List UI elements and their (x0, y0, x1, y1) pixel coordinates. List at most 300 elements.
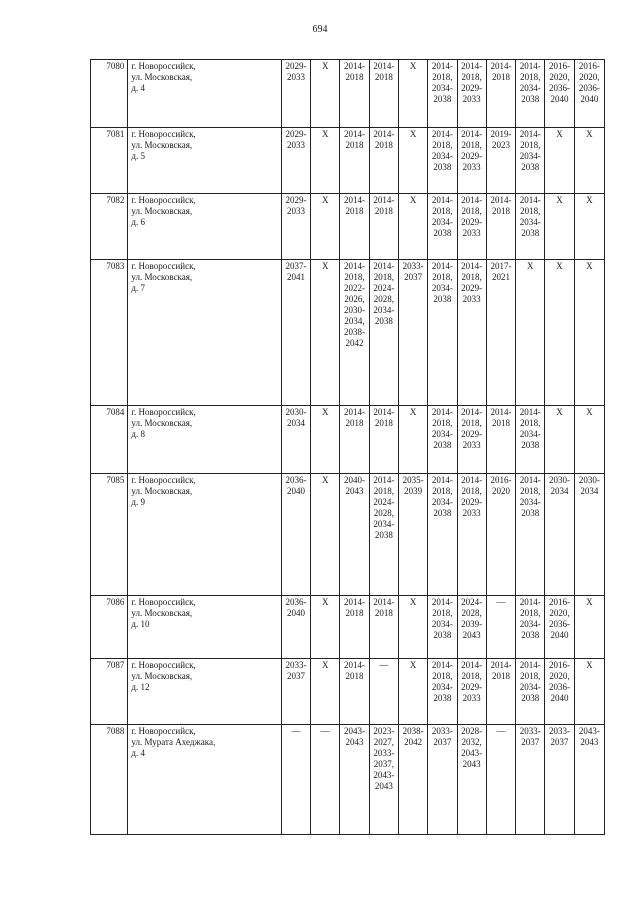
period-line: 2018, (520, 206, 541, 216)
period-line: 2020, (549, 72, 570, 82)
address-line: г. Новороссийск, (131, 195, 196, 205)
table-row (91, 128, 605, 194)
period-line: 2021 (491, 272, 510, 282)
period-cell (369, 596, 398, 659)
table-row (91, 596, 605, 659)
period-line: 2028- (461, 726, 483, 736)
period-line: 2020, (549, 671, 570, 681)
period-cell (398, 725, 427, 835)
period-cell (574, 260, 604, 406)
address-cell (128, 725, 281, 835)
period-cell (398, 260, 427, 406)
address-line: г. Новороссийск, (131, 475, 196, 485)
period-line: Х (556, 407, 563, 417)
period-line: 2040 (580, 94, 599, 104)
period-line: 2018 (374, 418, 393, 428)
table-row (91, 725, 605, 835)
period-line: 2038 (433, 228, 452, 238)
period-line: 2014- (461, 475, 483, 485)
period-line: 2030- (578, 475, 600, 485)
period-cell (340, 725, 369, 835)
period-cell (516, 725, 545, 835)
period-line: 2037- (285, 261, 307, 271)
period-line: 2014- (519, 129, 541, 139)
period-cell (281, 406, 310, 474)
period-line: 2029- (461, 217, 483, 227)
period-line: 2018 (345, 140, 364, 150)
period-line: 2018, (432, 272, 453, 282)
period-line: Х (322, 660, 329, 670)
table-row (91, 60, 605, 128)
period-line: 2027, (373, 737, 394, 747)
period-cell (516, 659, 545, 725)
period-cell (369, 260, 398, 406)
period-cell (486, 596, 515, 659)
period-line: 2014- (519, 660, 541, 670)
period-line: Х (322, 475, 329, 485)
period-line: 2014- (373, 261, 395, 271)
period-line: 2039- (461, 619, 483, 629)
row-number: 7080 (91, 60, 128, 128)
row-number: 7088 (91, 725, 128, 835)
period-line: 2016- (549, 597, 571, 607)
period-line: 2014- (431, 61, 453, 71)
period-line: 2038 (433, 440, 452, 450)
period-line: 2036- (285, 475, 307, 485)
period-line: 2028, (461, 608, 482, 618)
period-line: 2040- (344, 475, 366, 485)
period-line: 2038 (521, 94, 540, 104)
address-line: ул. Московская, (131, 272, 193, 282)
period-line: 2018 (491, 72, 510, 82)
period-line: 2030- (344, 305, 366, 315)
period-cell (428, 406, 457, 474)
period-cell (516, 60, 545, 128)
period-line: 2014- (519, 61, 541, 71)
address-line: д. 9 (131, 497, 145, 507)
period-line: 2033 (462, 508, 481, 518)
period-line: 2038 (433, 294, 452, 304)
period-cell (457, 474, 486, 596)
period-line: 2038 (433, 693, 452, 703)
period-line: 2018, (461, 671, 482, 681)
period-line: 2033 (462, 693, 481, 703)
period-line: 2018 (345, 206, 364, 216)
period-line: 2018, (432, 418, 453, 428)
address-line: г. Новороссийск, (131, 261, 196, 271)
period-line: 2014- (461, 129, 483, 139)
period-line: — (320, 726, 330, 736)
period-cell (457, 60, 486, 128)
period-line: 2014- (431, 597, 453, 607)
period-line: Х (409, 597, 417, 607)
period-line: 2033- (519, 726, 541, 736)
period-cell (428, 60, 457, 128)
period-line: 2034- (431, 217, 453, 227)
period-cell (545, 194, 574, 260)
period-cell (574, 596, 604, 659)
period-line: 2033 (462, 228, 481, 238)
address-line: ул. Московская, (131, 608, 193, 618)
period-line: — (379, 660, 389, 670)
period-line: 2033- (402, 261, 424, 271)
period-cell (457, 128, 486, 194)
period-line: 2018 (374, 206, 393, 216)
period-line: 2043 (462, 630, 481, 640)
period-cell (486, 194, 515, 260)
period-line: 2014- (461, 61, 483, 71)
period-cell (398, 406, 427, 474)
period-line: 2029- (461, 151, 483, 161)
period-line: Х (322, 597, 329, 607)
period-cell (398, 60, 427, 128)
address-cell (128, 128, 281, 194)
row-number: 7083 (91, 260, 128, 406)
period-cell (281, 596, 310, 659)
period-line: 2018, (432, 206, 453, 216)
period-line: 2014- (344, 407, 366, 417)
period-line: 2038 (433, 162, 452, 172)
period-line: 2020, (549, 608, 570, 618)
period-line: 2018, (520, 608, 541, 618)
table-row (91, 406, 605, 474)
period-line: 2036- (549, 83, 571, 93)
period-line: 2034- (431, 429, 453, 439)
period-line: 2014- (344, 61, 366, 71)
period-line: Х (586, 195, 593, 205)
period-cell (545, 406, 574, 474)
period-line: 2043- (578, 726, 600, 736)
period-line: 2018, (432, 608, 453, 618)
period-line: 2043- (373, 770, 395, 780)
period-cell (369, 474, 398, 596)
period-cell (398, 596, 427, 659)
period-line: 2018, (461, 206, 482, 216)
period-line: 2018 (345, 72, 364, 82)
period-line: 2038 (433, 94, 452, 104)
period-line: 2038 (521, 508, 540, 518)
period-line: 2014- (431, 195, 453, 205)
period-cell (457, 659, 486, 725)
period-line: 2036- (549, 619, 571, 629)
period-line: 2020 (491, 486, 510, 496)
period-line: 2028, (373, 508, 394, 518)
period-cell (369, 128, 398, 194)
period-line: 2035- (402, 475, 424, 485)
period-line: 2034- (431, 151, 453, 161)
period-cell (574, 659, 604, 725)
period-cell (516, 260, 545, 406)
period-line: 2023 (491, 140, 510, 150)
address-line: д. 4 (131, 83, 145, 93)
address-cell (128, 474, 281, 596)
period-cell (428, 128, 457, 194)
period-line: Х (409, 195, 417, 205)
period-line: 2018, (520, 72, 541, 82)
period-line: 2040 (550, 693, 569, 703)
period-line: 2018, (344, 272, 365, 282)
address-line: г. Новороссийск, (131, 660, 196, 670)
period-cell (545, 725, 574, 835)
period-line: 2014- (431, 660, 453, 670)
period-line: 2014- (519, 195, 541, 205)
period-line: 2014- (461, 660, 483, 670)
period-line: 2029- (461, 83, 483, 93)
address-cell (128, 60, 281, 128)
period-line: 2033 (462, 440, 481, 450)
period-line: 2034- (519, 619, 541, 629)
period-line: 2033 (462, 162, 481, 172)
period-line: 2018, (432, 72, 453, 82)
period-line: 2043 (374, 781, 393, 791)
period-line: 2040 (286, 486, 305, 496)
period-line: 2038 (521, 693, 540, 703)
repair-schedule-table (90, 59, 605, 835)
period-line: 2018 (345, 418, 364, 428)
period-cell (457, 260, 486, 406)
period-line: Х (526, 261, 534, 271)
period-line: 2033 (286, 72, 305, 82)
period-line: 2037 (521, 737, 540, 747)
period-line: 2018, (520, 140, 541, 150)
period-cell (281, 725, 310, 835)
address-line: ул. Московская, (131, 671, 193, 681)
period-line: 2029- (285, 61, 307, 71)
page-number: 694 (312, 24, 328, 35)
period-cell (340, 474, 369, 596)
period-cell (398, 128, 427, 194)
period-line: Х (556, 129, 563, 139)
period-line: 2040 (550, 94, 569, 104)
row-number: 7086 (91, 596, 128, 659)
period-cell (516, 474, 545, 596)
period-line: 2034- (519, 429, 541, 439)
period-line: 2038 (521, 440, 540, 450)
period-line: 2018 (374, 608, 393, 618)
period-line: 2014- (373, 407, 395, 417)
period-line: 2014- (373, 597, 395, 607)
period-line: Х (409, 407, 417, 417)
period-cell (428, 596, 457, 659)
period-cell (545, 260, 574, 406)
period-line: Х (586, 129, 593, 139)
period-line: 2043- (461, 748, 483, 758)
period-cell (457, 194, 486, 260)
period-line: 2034- (431, 497, 453, 507)
period-line: 2029- (461, 429, 483, 439)
period-line: 2034- (519, 217, 541, 227)
period-cell (369, 659, 398, 725)
period-cell (369, 60, 398, 128)
address-cell (128, 596, 281, 659)
period-line: 2018, (461, 418, 482, 428)
period-line: 2018, (520, 671, 541, 681)
period-line: 2043 (580, 737, 599, 747)
period-cell (545, 60, 574, 128)
table-body (91, 60, 605, 835)
period-cell (428, 260, 457, 406)
period-line: 2014- (344, 195, 366, 205)
period-line: 2034- (519, 83, 541, 93)
period-cell (311, 260, 340, 406)
period-line: 2016- (490, 475, 512, 485)
period-cell (486, 60, 515, 128)
period-line: 2018, (432, 140, 453, 150)
period-line: 2014- (344, 597, 366, 607)
period-cell (281, 474, 310, 596)
period-line: 2033- (285, 660, 307, 670)
period-line: 2014- (490, 660, 512, 670)
address-cell (128, 659, 281, 725)
period-line: 2037 (550, 737, 569, 747)
address-line: г. Новороссийск, (131, 407, 196, 417)
period-line: 2018, (432, 486, 453, 496)
address-line: ул. Московская, (131, 418, 193, 428)
period-line: 2018, (461, 272, 482, 282)
period-line: 2018, (461, 72, 482, 82)
period-line: 2030- (285, 407, 307, 417)
period-cell (340, 128, 369, 194)
address-line: ул. Мурата Ахеджака, (131, 737, 216, 747)
period-line: 2038 (374, 530, 393, 540)
period-line: 2038 (521, 630, 540, 640)
table-row (91, 194, 605, 260)
period-cell (574, 474, 604, 596)
period-line: 2014- (373, 475, 395, 485)
period-line: 2016- (578, 61, 600, 71)
period-cell (545, 659, 574, 725)
period-line: Х (322, 261, 329, 271)
period-cell (369, 725, 398, 835)
table-row (91, 659, 605, 725)
period-line: 2018 (491, 671, 510, 681)
period-line: 2014- (344, 129, 366, 139)
period-line: 2014- (490, 407, 512, 417)
period-cell (281, 260, 310, 406)
period-line: 2042 (345, 338, 364, 348)
table-row (91, 260, 605, 406)
period-line: 2030- (549, 475, 571, 485)
period-line: Х (556, 195, 563, 205)
period-line: 2024- (373, 497, 395, 507)
period-cell (457, 406, 486, 474)
period-cell (311, 60, 340, 128)
period-line: 2034- (431, 682, 453, 692)
period-cell (340, 194, 369, 260)
period-line: 2033- (549, 726, 571, 736)
period-line: 2033 (286, 140, 305, 150)
period-line: — (496, 726, 506, 736)
period-line: 2034, (344, 316, 365, 326)
period-line: 2038 (521, 162, 540, 172)
period-line: 2038- (402, 726, 424, 736)
period-line: 2018 (345, 671, 364, 681)
period-line: 2033 (286, 206, 305, 216)
period-line: Х (586, 660, 593, 670)
period-line: 2017- (490, 261, 512, 271)
period-cell (340, 659, 369, 725)
period-line: Х (586, 597, 593, 607)
period-cell (457, 725, 486, 835)
period-line: 2029- (461, 283, 483, 293)
period-line: 2014- (519, 475, 541, 485)
period-cell (516, 596, 545, 659)
period-line: Х (409, 61, 417, 71)
period-line: 2014- (431, 407, 453, 417)
period-line: 2026, (344, 294, 365, 304)
period-cell (369, 406, 398, 474)
period-line: 2014- (431, 261, 453, 271)
period-line: 2024- (461, 597, 483, 607)
period-cell (398, 194, 427, 260)
period-line: 2040 (286, 608, 305, 618)
row-number: 7084 (91, 406, 128, 474)
period-cell (574, 128, 604, 194)
period-cell (545, 474, 574, 596)
period-cell (457, 596, 486, 659)
period-line: 2034 (550, 486, 569, 496)
period-line: 2038 (433, 508, 452, 518)
period-line: 2039 (404, 486, 423, 496)
period-line: Х (409, 660, 417, 670)
period-cell (574, 406, 604, 474)
period-cell (311, 659, 340, 725)
period-line: 2014- (490, 195, 512, 205)
period-cell (398, 659, 427, 725)
period-line: 2014- (344, 660, 366, 670)
period-line: 2034 (580, 486, 599, 496)
period-cell (574, 60, 604, 128)
address-line: д. 6 (131, 217, 145, 227)
period-line: 2018, (373, 272, 394, 282)
period-line: — (496, 597, 506, 607)
period-line: 2037 (433, 737, 452, 747)
row-number: 7085 (91, 474, 128, 596)
address-cell (128, 406, 281, 474)
period-cell (486, 474, 515, 596)
period-line: 2018, (432, 671, 453, 681)
period-line: 2029- (461, 497, 483, 507)
address-line: г. Новороссийск, (131, 129, 196, 139)
period-line: 2022- (344, 283, 366, 293)
row-number: 7082 (91, 194, 128, 260)
period-cell (545, 128, 574, 194)
period-line: Х (322, 129, 329, 139)
address-line: г. Новороссийск, (131, 61, 196, 71)
period-cell (311, 194, 340, 260)
period-line: 2038 (374, 316, 393, 326)
period-line: 2034- (519, 151, 541, 161)
period-line: Х (322, 407, 329, 417)
period-line: 2014- (461, 407, 483, 417)
period-line: 2033- (431, 726, 453, 736)
address-line: д. 12 (131, 682, 150, 692)
period-line: 2032, (461, 737, 482, 747)
period-line: Х (586, 261, 593, 271)
row-number: 7087 (91, 659, 128, 725)
period-cell (398, 474, 427, 596)
period-line: 2020, (579, 72, 600, 82)
period-cell (516, 128, 545, 194)
period-line: 2042 (404, 737, 423, 747)
period-line: 2033 (462, 94, 481, 104)
period-line: 2018 (374, 72, 393, 82)
period-cell (574, 194, 604, 260)
period-line: 2037, (373, 759, 394, 769)
period-line: 2037 (404, 272, 423, 282)
period-line: Х (409, 129, 417, 139)
period-line: 2034 (286, 418, 305, 428)
